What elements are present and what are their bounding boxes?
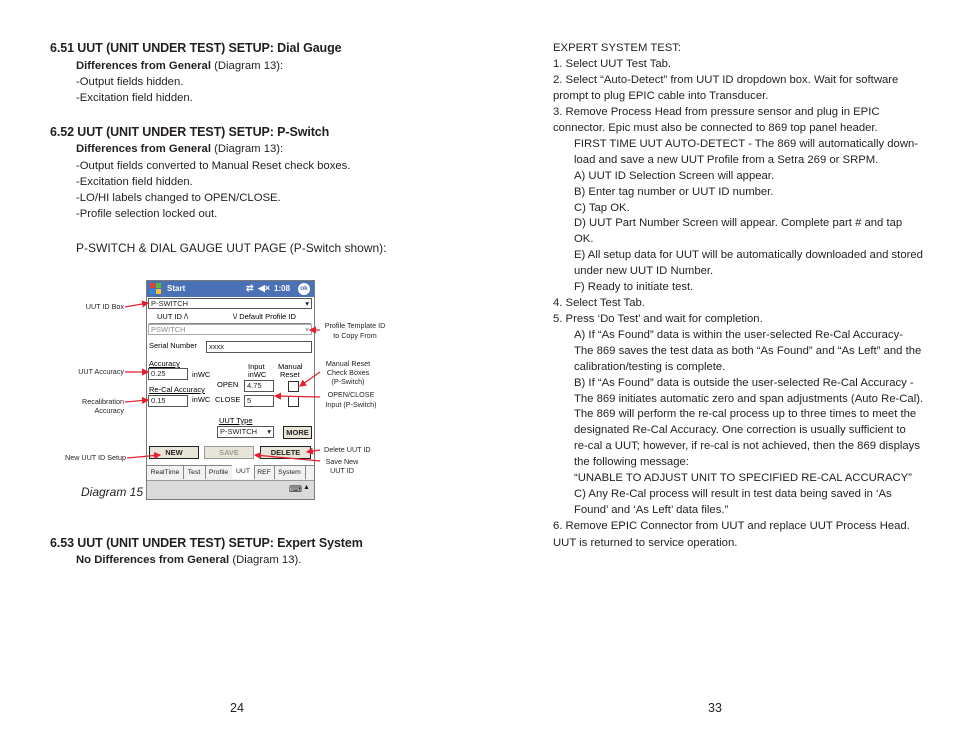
delete-button[interactable]: DELETE <box>260 446 311 459</box>
s652-item: -Excitation field hidden. <box>76 176 193 188</box>
tab-ref[interactable]: REF <box>254 466 275 479</box>
callout-manual-reset-2: Check Boxes <box>326 368 370 377</box>
body-line: 5. Press ‘Do Test’ and wait for completion. <box>553 313 763 325</box>
s652-item: -LO/HI labels changed to OPEN/CLOSE. <box>76 192 281 204</box>
indented-line: B) If “As Found” data is outside the user-selected Re-Cal Accuracy - <box>574 377 914 389</box>
indented-line: The 869 will perform the re-cal process up to three times to meet the <box>574 408 917 420</box>
tab-test[interactable]: Test <box>183 466 206 479</box>
body-line: 1. Select UUT Test Tab. <box>553 58 672 70</box>
callout-delete-uut-id: Delete UUT ID <box>324 445 371 454</box>
tab-uut[interactable]: UUT <box>232 465 255 479</box>
section-6-51-heading: 6.51 UUT (UNIT UNDER TEST) SETUP: Dial Gauge <box>50 41 342 55</box>
s651-item: -Output fields hidden. <box>76 76 184 88</box>
indented-line: D) UUT Part Number Screen will appear. Complete part # and tap <box>574 217 903 229</box>
body-line: 3. Remove Process Head from pressure sensor and plug in EPIC <box>553 106 880 118</box>
body-line: prompt to plug EPIC cable into Transducer. <box>553 90 769 102</box>
indented-line: C) Any Re-Cal process will result in test data being saved in ‘As <box>574 488 892 500</box>
indented-line: E) All setup data for UUT will be automatically downloaded and stored <box>574 249 923 261</box>
connectivity-icon[interactable]: ⇄ <box>246 283 254 293</box>
s651-diff-bold: Differences from General <box>76 60 211 72</box>
body-line: 4. Select Test Tab. <box>553 297 645 309</box>
s651-diff-rest: (Diagram 13): <box>210 60 284 72</box>
page-number-right: 33 <box>708 701 722 715</box>
body-line: connector. Epic must also be connected to 869 top panel header. <box>553 122 878 134</box>
uut-type-value: P-SWITCH <box>220 427 258 436</box>
indented-line: calibration/testing is complete. <box>574 361 726 373</box>
close-label: CLOSE <box>215 395 241 404</box>
input-menu-arrow-icon[interactable]: ▲ <box>303 484 310 491</box>
s651-item: -Excitation field hidden. <box>76 92 193 104</box>
arrow-open-close <box>275 396 320 397</box>
serial-number-label: Serial Number <box>149 341 197 350</box>
callout-profile-template-2: to Copy From <box>333 331 377 340</box>
callout-open-close-1: OPEN/CLOSE <box>327 390 375 399</box>
callout-uut-id-box: UUT ID Box <box>85 302 124 311</box>
section-6-52-heading: 6.52 UUT (UNIT UNDER TEST) SETUP: P-Switch <box>50 125 330 139</box>
arrow-manual-reset <box>300 372 320 386</box>
recal-unit: inWC <box>192 395 211 404</box>
indented-line: C) Tap OK. <box>574 202 630 214</box>
s652-diff-bold: Differences from General <box>76 143 211 155</box>
tab-realtime[interactable]: RealTime <box>147 466 184 479</box>
s652-diff-rest: (Diagram 13): <box>210 143 284 155</box>
callout-arrows <box>0 0 477 520</box>
open-label: OPEN <box>217 380 239 389</box>
callout-uut-accuracy: UUT Accuracy <box>78 367 124 376</box>
callout-open-close-2: Input (P-Switch) <box>325 400 377 409</box>
clock-time[interactable]: 1:08 <box>274 284 291 293</box>
body-line: UUT is returned to service operation. <box>553 537 738 549</box>
indented-line: The 869 saves the test data as both “As Found” and “As Left” and the <box>574 345 922 357</box>
indented-line: re-cal a UUT; however, if re-cal is not achieved, then the 869 displays <box>574 440 920 452</box>
indented-line: A) If “As Found” data is within the user-selected Re-Cal Accuracy- <box>574 329 903 341</box>
s653-diff-rest: (Diagram 13). <box>229 554 302 566</box>
ok-button[interactable]: ok <box>298 283 310 295</box>
body-line: 2. Select “Auto-Detect” from UUT ID dropdown box. Wait for software <box>553 74 899 86</box>
arrow-new-uut-id <box>127 455 160 458</box>
s652-item: -Profile selection locked out. <box>76 208 218 220</box>
callout-save-new-1: Save New <box>325 457 359 466</box>
callout-profile-template-1: Profile Template ID <box>324 321 386 330</box>
s653-differences <box>76 554 301 566</box>
callout-recalibration: Recalibration <box>82 397 124 406</box>
uut-id-label: UUT ID /\ <box>157 312 189 321</box>
indented-line: OK. <box>574 233 594 245</box>
accuracy-field[interactable]: 0.25 <box>148 368 188 380</box>
serial-number-field[interactable]: xxxx <box>206 341 312 353</box>
body-line: 6. Remove EPIC Connector from UUT and replace UUT Process Head. <box>553 520 910 532</box>
callout-save-new-2: UUT ID <box>330 466 354 475</box>
uut-page-caption: P-SWITCH & DIAL GAUGE UUT PAGE (P-Switch shown): <box>76 241 387 255</box>
body-line: EXPERT SYSTEM TEST: <box>553 42 682 54</box>
speaker-icon[interactable]: ◀× <box>258 283 271 293</box>
diagram-caption: Diagram 15 <box>81 485 144 499</box>
indented-line: A) UUT ID Selection Screen will appear. <box>574 170 775 182</box>
section-6-53-heading: 6.53 UUT (UNIT UNDER TEST) SETUP: Expert System <box>50 536 363 550</box>
indented-line: under new UUT ID Number. <box>574 265 714 277</box>
indented-line: Found’ and ‘As Left’ data files.” <box>574 504 729 516</box>
accuracy-label: Accuracy <box>149 359 180 368</box>
input-label-1: Input <box>248 362 265 371</box>
start-label[interactable]: Start <box>167 284 186 293</box>
dropdown-arrow-icon: ▾ <box>267 427 271 436</box>
default-profile-label: \/ Default Profile ID <box>233 312 296 321</box>
tab-system[interactable]: System <box>274 466 306 479</box>
recal-accuracy-field[interactable]: 0.15 <box>148 395 188 407</box>
indented-line: FIRST TIME UUT AUTO-DETECT - The 869 will automatically down- <box>574 138 919 150</box>
indented-line: The 869 initiates automatic zero and span adjustments (Auto Re-Cal). <box>574 393 924 405</box>
right-page <box>477 0 954 738</box>
arrow-uut-id-box <box>125 303 148 307</box>
open-input-field[interactable]: 4.75 <box>244 380 274 392</box>
callout-manual-reset-1: Manual Reset <box>325 359 371 368</box>
more-button[interactable]: MORE <box>283 426 312 439</box>
dropdown-arrow-icon: ▾ <box>305 299 309 308</box>
save-button[interactable]: SAVE <box>204 446 254 459</box>
indented-line: designated Re-Cal Accuracy. One correction is usually sufficient to <box>574 424 906 436</box>
accuracy-unit: inWC <box>192 370 211 379</box>
s652-item: -Output fields converted to Manual Reset check boxes. <box>76 160 351 172</box>
new-button[interactable]: NEW <box>149 446 199 459</box>
recal-accuracy-label: Re-Cal Accuracy <box>149 385 205 394</box>
indented-line: B) Enter tag number or UUT ID number. <box>574 186 774 198</box>
uut-type-label: UUT Type <box>219 416 253 425</box>
page-number-left: 24 <box>230 701 244 715</box>
arrow-save-new <box>255 455 320 461</box>
dropdown-arrow-icon: ▾ <box>305 325 309 334</box>
input-label-2: inWC <box>248 370 267 379</box>
keyboard-icon[interactable]: ⌨ <box>289 484 302 494</box>
manual-label-1: Manual <box>278 362 303 371</box>
indented-line: “UNABLE TO ADJUST UNIT TO SPECIFIED RE-CAL ACCURACY” <box>574 472 912 484</box>
indented-line: F) Ready to initiate test. <box>574 281 694 293</box>
indented-line: the following message: <box>574 456 689 468</box>
callout-manual-reset-3: (P-Switch) <box>331 377 365 386</box>
arrow-recal-accuracy <box>125 400 148 402</box>
callout-accuracy: Accuracy <box>94 406 124 415</box>
profile-id-value: PSWITCH <box>151 325 186 334</box>
s653-diff-bold: No Differences from General <box>76 554 230 566</box>
callout-new-uut-id-setup: New UUT ID Setup <box>65 453 126 462</box>
uut-id-value: P-SWITCH <box>151 299 189 308</box>
close-input-field[interactable]: 5 <box>244 395 274 407</box>
arrow-delete-uut <box>307 450 320 452</box>
tab-profile[interactable]: Profile <box>205 466 233 479</box>
indented-line: load and save a new UUT Profile from a Setra 269 or SRPM. <box>574 154 879 166</box>
manual-label-2: Reset <box>280 370 300 379</box>
